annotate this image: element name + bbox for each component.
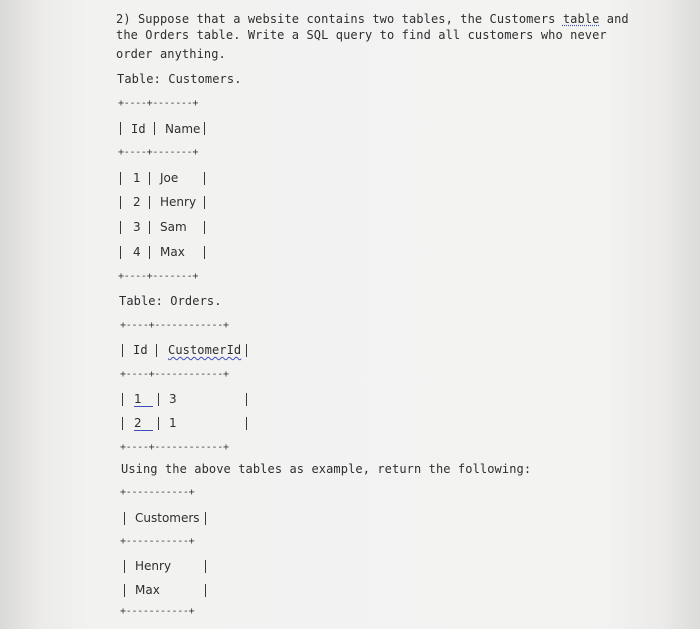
column-border <box>158 393 159 406</box>
result-header: Customers <box>135 511 200 525</box>
result-separator-bottom: +-----------+ <box>120 606 195 617</box>
result-separator-mid: +-----------+ <box>120 536 195 547</box>
customers-header-name: Name <box>165 122 201 136</box>
column-border <box>120 172 121 185</box>
column-border <box>156 344 157 357</box>
result-separator-top: +-----------+ <box>120 487 195 498</box>
orders-cell-id: 2 <box>134 416 160 430</box>
column-border <box>205 512 206 525</box>
column-border <box>120 221 121 234</box>
result-cell: Henry <box>135 559 172 573</box>
column-border <box>122 417 123 430</box>
orders-separator-mid: +----+------------+ <box>120 369 229 380</box>
column-border <box>246 344 247 357</box>
column-border <box>149 221 150 234</box>
orders-cell-customerid: 3 <box>169 392 177 406</box>
column-border <box>158 417 159 430</box>
orders-separator-bottom: +----+------------+ <box>120 442 229 453</box>
column-border <box>120 122 121 135</box>
column-border <box>124 584 125 597</box>
customers-separator-bottom: +----+-------+ <box>118 271 199 282</box>
orders-header-id: Id <box>133 343 148 357</box>
customers-cell-id: 3 <box>133 220 141 234</box>
orders-header-customerid: CustomerId <box>168 343 242 357</box>
question-line-2: the Orders table. Write a SQL query to find all customers who never <box>116 28 607 42</box>
customers-cell-name: Max <box>160 245 185 259</box>
column-border <box>120 196 121 209</box>
customers-cell-id: 2 <box>133 195 141 209</box>
orders-separator-top: +----+------------+ <box>120 320 229 331</box>
column-border <box>154 122 155 135</box>
column-border <box>120 246 121 259</box>
customers-table-title: Table: Customers. <box>117 72 242 86</box>
column-border <box>122 393 123 406</box>
question-line-3: order anything. <box>116 47 226 61</box>
customers-separator-top: +----+-------+ <box>118 98 199 109</box>
column-border <box>149 172 150 185</box>
column-border <box>149 196 150 209</box>
result-cell: Max <box>135 583 160 597</box>
orders-cell-id: 1 <box>134 392 160 406</box>
column-border <box>204 246 205 259</box>
column-border <box>204 122 205 135</box>
customers-separator-mid: +----+-------+ <box>118 147 199 158</box>
column-border <box>204 221 205 234</box>
column-border <box>204 196 205 209</box>
orders-table-title: Table: Orders. <box>119 294 222 308</box>
customers-cell-name: Henry <box>160 195 197 209</box>
column-border <box>124 560 125 573</box>
column-border <box>122 344 123 357</box>
column-border <box>205 560 206 573</box>
question-line-1: 2) Suppose that a website contains two tables, the Customers table and <box>116 12 629 26</box>
orders-cell-customerid: 1 <box>169 416 177 430</box>
customers-cell-name: Sam <box>160 220 187 234</box>
column-border <box>204 172 205 185</box>
column-border <box>246 417 247 430</box>
customers-header-id: Id <box>131 122 146 136</box>
column-border <box>205 584 206 597</box>
customers-cell-name: Joe <box>160 171 179 185</box>
table-word: table <box>562 12 600 26</box>
customers-cell-id: 4 <box>133 245 141 259</box>
column-border <box>149 246 150 259</box>
column-border <box>246 393 247 406</box>
instruction-text: Using the above tables as example, return the following: <box>121 462 532 476</box>
column-border <box>124 512 125 525</box>
customers-cell-id: 1 <box>133 171 141 185</box>
